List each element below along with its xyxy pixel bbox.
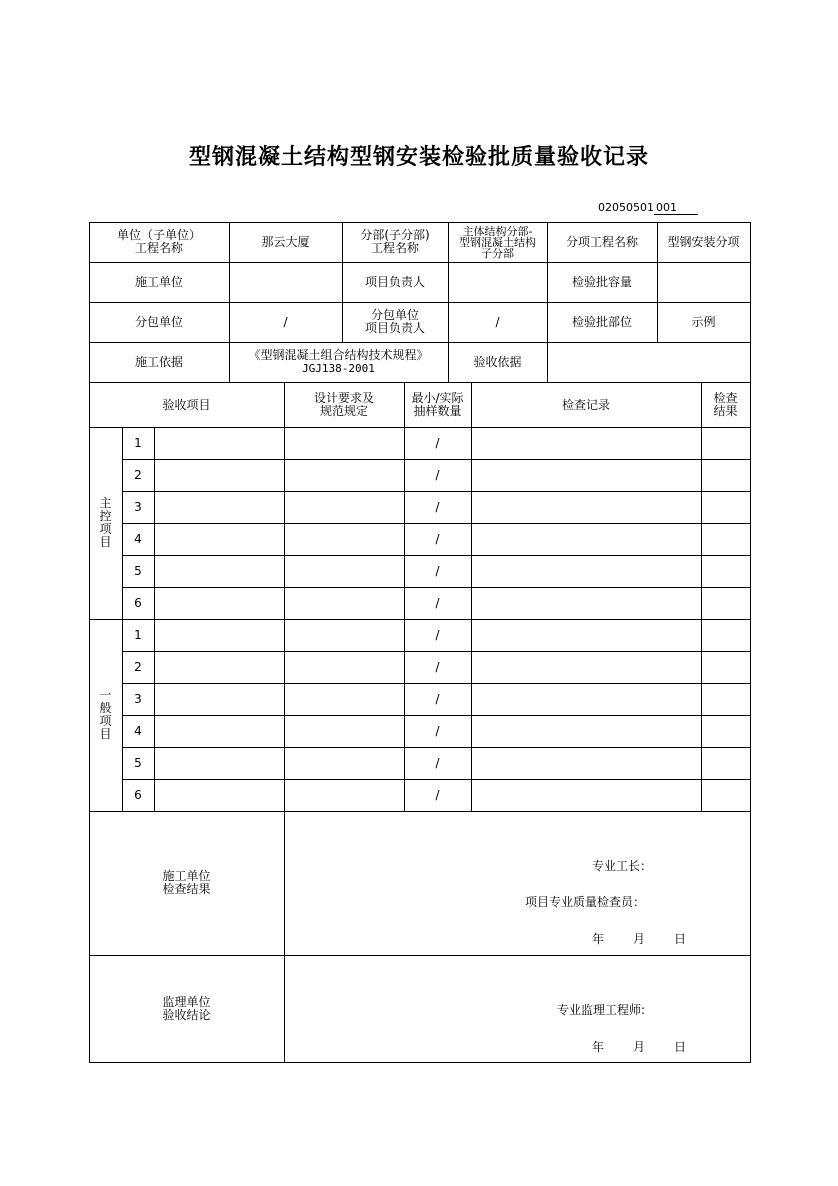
code-suffix: 001 bbox=[654, 201, 698, 215]
table-col-line bbox=[229, 222, 230, 382]
construction-basis-line1: 《型钢混凝土组合结构技术规程》 bbox=[248, 348, 429, 362]
sub-pm-label-line1: 分包单位 bbox=[370, 308, 419, 322]
main-row-number: 6 bbox=[134, 596, 142, 610]
general-row-sample: / bbox=[435, 628, 440, 642]
general-row-number: 1 bbox=[134, 628, 142, 642]
item-name-value: 型钢安装分项 bbox=[667, 235, 740, 249]
unit-name-label-line2: 工程名称 bbox=[134, 241, 183, 255]
table-col-line bbox=[122, 427, 123, 811]
subdivision-label bbox=[342, 222, 448, 262]
col-sample-line2: 抽样数量 bbox=[413, 403, 462, 418]
col-sample-line1: 最小/实际 bbox=[411, 390, 464, 405]
general-row-number: 4 bbox=[134, 724, 142, 738]
main-row-number: 5 bbox=[134, 564, 142, 578]
col-design-line2: 规范规定 bbox=[319, 403, 368, 418]
subdivision-label-line1: 分部(子分部) bbox=[360, 228, 430, 242]
supervision-label-line2: 验收结论 bbox=[162, 1007, 211, 1022]
table-border bbox=[89, 1062, 751, 1063]
table-col-line bbox=[284, 382, 285, 1062]
main-row-number: 3 bbox=[134, 500, 142, 514]
general-group-char: 般 bbox=[99, 701, 112, 715]
col-acceptance-item: 验收项目 bbox=[162, 397, 211, 412]
subcontractor-value: / bbox=[283, 315, 288, 329]
batch-location-value: 示例 bbox=[691, 315, 716, 329]
table-border bbox=[89, 302, 751, 303]
col-result-line2: 结果 bbox=[713, 403, 738, 418]
document-code bbox=[598, 201, 698, 215]
table-row-line bbox=[122, 747, 751, 748]
general-group-char: 项 bbox=[99, 714, 112, 728]
main-row-sample: / bbox=[435, 436, 440, 450]
supervision-conclusion-label bbox=[89, 955, 284, 1062]
acceptance-basis-label: 验收依据 bbox=[473, 355, 522, 369]
main-row-sample: / bbox=[435, 468, 440, 482]
batch-capacity-value bbox=[657, 262, 750, 302]
table-col-line bbox=[448, 222, 449, 382]
table-border bbox=[89, 222, 751, 223]
item-name-label: 分项工程名称 bbox=[565, 235, 638, 249]
general-row-number: 5 bbox=[134, 756, 142, 770]
acceptance-basis-value bbox=[547, 342, 750, 382]
main-row-sample: / bbox=[435, 500, 440, 514]
table-row-line bbox=[122, 523, 751, 524]
table-col-line bbox=[342, 222, 343, 342]
general-row-sample: / bbox=[435, 724, 440, 738]
construction-basis-label: 施工依据 bbox=[134, 355, 183, 369]
table-border bbox=[89, 342, 751, 343]
subdivision-value-line2: 型钢混凝土结构 bbox=[459, 235, 536, 249]
subdivision-label-line2: 工程名称 bbox=[370, 241, 419, 255]
main-group-char: 控 bbox=[99, 509, 112, 523]
main-group-char: 项 bbox=[99, 522, 112, 536]
table-border bbox=[89, 955, 751, 956]
general-items-label bbox=[89, 619, 122, 811]
batch-capacity-label: 检验批容量 bbox=[571, 275, 632, 289]
project-manager-value bbox=[448, 262, 547, 302]
subdivision-value-line1: 主体结构分部- bbox=[462, 224, 533, 238]
subcontractor-label: 分包单位 bbox=[134, 315, 183, 329]
table-row-line bbox=[122, 555, 751, 556]
general-group-char: 目 bbox=[99, 727, 112, 741]
table-border bbox=[89, 427, 751, 428]
inspection-date-year: 年 bbox=[592, 932, 605, 946]
sub-pm-label-line2: 项目负责人 bbox=[364, 321, 425, 335]
construction-basis-line2: JGJ138-2001 bbox=[302, 362, 375, 375]
main-row-number: 2 bbox=[134, 468, 142, 482]
unit-name-label-line1: 单位（子单位） bbox=[116, 228, 201, 242]
col-design-requirement bbox=[284, 382, 404, 427]
main-row-number: 4 bbox=[134, 532, 142, 546]
col-inspection-record: 检查记录 bbox=[561, 397, 610, 412]
foreman-signature-label: 专业工长： bbox=[592, 859, 653, 873]
inspection-date-day: 日 bbox=[674, 932, 687, 946]
page-title: 型钢混凝土结构型钢安装检验批质量验收记录 bbox=[188, 144, 649, 170]
supervision-label-line1: 监理单位 bbox=[162, 994, 211, 1009]
main-group-char: 目 bbox=[99, 535, 112, 549]
table-col-line bbox=[701, 382, 702, 811]
code-prefix: 02050501 bbox=[598, 201, 654, 214]
table-row-line bbox=[122, 651, 751, 652]
table-border bbox=[750, 222, 751, 1063]
general-row-sample: / bbox=[435, 788, 440, 802]
unit-name-label bbox=[89, 222, 229, 262]
subdivision-value-line3: 子分部 bbox=[481, 246, 514, 260]
table-col-line bbox=[657, 222, 658, 342]
main-row-sample: / bbox=[435, 532, 440, 546]
supervision-date-day: 日 bbox=[674, 1040, 687, 1054]
project-manager-label: 项目负责人 bbox=[364, 275, 425, 289]
table-border bbox=[89, 222, 90, 1063]
col-design-line1: 设计要求及 bbox=[313, 390, 374, 405]
table-col-line bbox=[154, 427, 155, 811]
inspection-date-month: 月 bbox=[633, 932, 646, 946]
table-row-line bbox=[122, 779, 751, 780]
supervision-engineer-signature-label: 专业监理工程师: bbox=[557, 1003, 646, 1017]
table-col-line bbox=[547, 222, 548, 382]
main-row-number: 1 bbox=[134, 436, 142, 450]
table-col-line bbox=[404, 382, 405, 811]
table-row-line bbox=[122, 491, 751, 492]
general-group-char: 一 bbox=[99, 688, 112, 702]
general-row-number: 2 bbox=[134, 660, 142, 674]
table-row-line bbox=[122, 587, 751, 588]
sub-pm-label bbox=[342, 302, 448, 342]
construction-basis-value bbox=[229, 342, 448, 382]
subdivision-value bbox=[448, 222, 547, 262]
general-row-sample: / bbox=[435, 660, 440, 674]
general-row-sample: / bbox=[435, 692, 440, 706]
table-col-line bbox=[471, 382, 472, 811]
main-row-sample: / bbox=[435, 564, 440, 578]
unit-name-value: 那云大厦 bbox=[261, 235, 310, 249]
col-sample-quantity bbox=[404, 382, 471, 427]
main-control-items-label bbox=[89, 427, 122, 619]
main-group-char: 主 bbox=[99, 496, 112, 510]
sub-pm-value: / bbox=[495, 315, 500, 329]
inspection-label-line1: 施工单位 bbox=[162, 869, 211, 883]
contractor-check-result-label bbox=[89, 811, 284, 955]
col-result-line1: 检查 bbox=[713, 390, 738, 405]
inspection-label-line2: 检查结果 bbox=[162, 882, 211, 896]
table-row-line bbox=[122, 715, 751, 716]
table-border bbox=[89, 811, 751, 812]
quality-inspector-signature-label: 项目专业质量检查员： bbox=[525, 895, 646, 909]
table-border bbox=[89, 619, 751, 620]
contractor-value bbox=[229, 262, 342, 302]
general-row-sample: / bbox=[435, 756, 440, 770]
table-row-line bbox=[122, 459, 751, 460]
col-inspection-result bbox=[701, 382, 750, 427]
contractor-label: 施工单位 bbox=[134, 275, 183, 289]
table-row-line bbox=[122, 683, 751, 684]
batch-location-label: 检验批部位 bbox=[571, 315, 632, 329]
supervision-date-month: 月 bbox=[633, 1040, 646, 1054]
general-row-number: 6 bbox=[134, 788, 142, 802]
table-border bbox=[89, 382, 751, 383]
general-row-number: 3 bbox=[134, 692, 142, 706]
supervision-date-year: 年 bbox=[592, 1040, 605, 1054]
main-row-sample: / bbox=[435, 596, 440, 610]
table-border bbox=[89, 262, 751, 263]
